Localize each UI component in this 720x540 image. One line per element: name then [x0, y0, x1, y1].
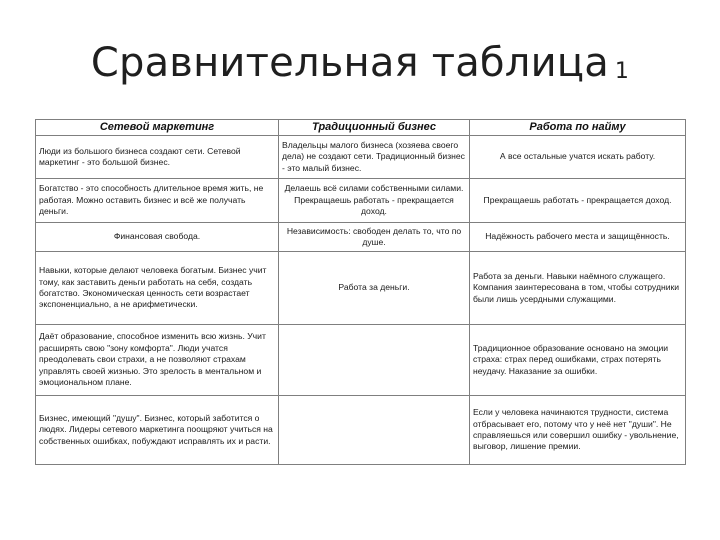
table-cell — [279, 396, 470, 465]
table-row — [36, 325, 686, 396]
header-traditional-business: Традиционный бизнес — [279, 120, 470, 136]
table-cell: Независимость: свободен делать то, что по душе. — [279, 223, 470, 252]
comparison-table — [35, 119, 686, 465]
table-cell: Навыки, которые делают человека богатым. Бизнес учит тому, как заставить деньги работать на себя, создать богатство. Экономическая ценность сети возрастает экспоненциально, а не арифметически. — [36, 252, 279, 325]
table-row — [36, 396, 686, 465]
table-cell: Если у человека начинаются трудности, система отбрасывает его, потому что у неё нет "души". Не справляешься или совершил ошибку - увольнение, выговор, лишение премии. — [470, 396, 686, 465]
header-network-marketing: Сетевой маркетинг — [36, 120, 279, 136]
table-cell: Финансовая свобода. — [36, 223, 279, 252]
table-cell — [279, 325, 470, 396]
slide-title-number: 1 — [614, 59, 630, 84]
table-cell: Прекращаешь работать - прекращается доход. — [470, 179, 686, 223]
table-row — [36, 136, 686, 179]
slide-title-text: Сравнительная таблица — [90, 40, 609, 86]
header-employment: Работа по найму — [470, 120, 686, 136]
table-cell: Работа за деньги. Навыки наёмного служащего. Компания заинтересована в том, чтобы сотрудники были лишь усердными служащими. — [470, 252, 686, 325]
table-cell: Богатство - это способность длительное время жить, не работая. Можно оставить бизнес и всё же получать деньги. — [36, 179, 279, 223]
table-row — [36, 252, 686, 325]
table-header-row — [36, 120, 686, 136]
table-row — [36, 179, 686, 223]
table-cell: Люди из большого бизнеса создают сети. Сетевой маркетинг - это большой бизнес. — [36, 136, 279, 179]
table-cell: Делаешь всё силами собственными силами. Прекращаешь работать - прекращается доход. — [279, 179, 470, 223]
table-cell: Даёт образование, способное изменить всю жизнь. Учит расширять свою "зону комфорта". Люди учатся преодолевать свои страхи, а не позволяют страхам управлять своей жизнью. Это зрелость в ментальном и эмоциональном плане. — [36, 325, 279, 396]
table-cell: Владельцы малого бизнеса (хозяева своего дела) не создают сети. Традиционный бизнес - это малый бизнес. — [279, 136, 470, 179]
slide-title — [0, 40, 720, 86]
table-row — [36, 223, 686, 252]
table-cell: А все остальные учатся искать работу. — [470, 136, 686, 179]
table-cell: Надёжность рабочего места и защищённость. — [470, 223, 686, 252]
table-cell: Бизнес, имеющий "душу". Бизнес, который заботится о людях. Лидеры сетевого маркетинга поощряют учиться на собственных ошибках, побуждают исправлять их и расти. — [36, 396, 279, 465]
table-cell: Традиционное образование основано на эмоции страха: страх перед ошибками, страх потерять неудачу. Наказание за ошибки. — [470, 325, 686, 396]
table-cell: Работа за деньги. — [279, 252, 470, 325]
